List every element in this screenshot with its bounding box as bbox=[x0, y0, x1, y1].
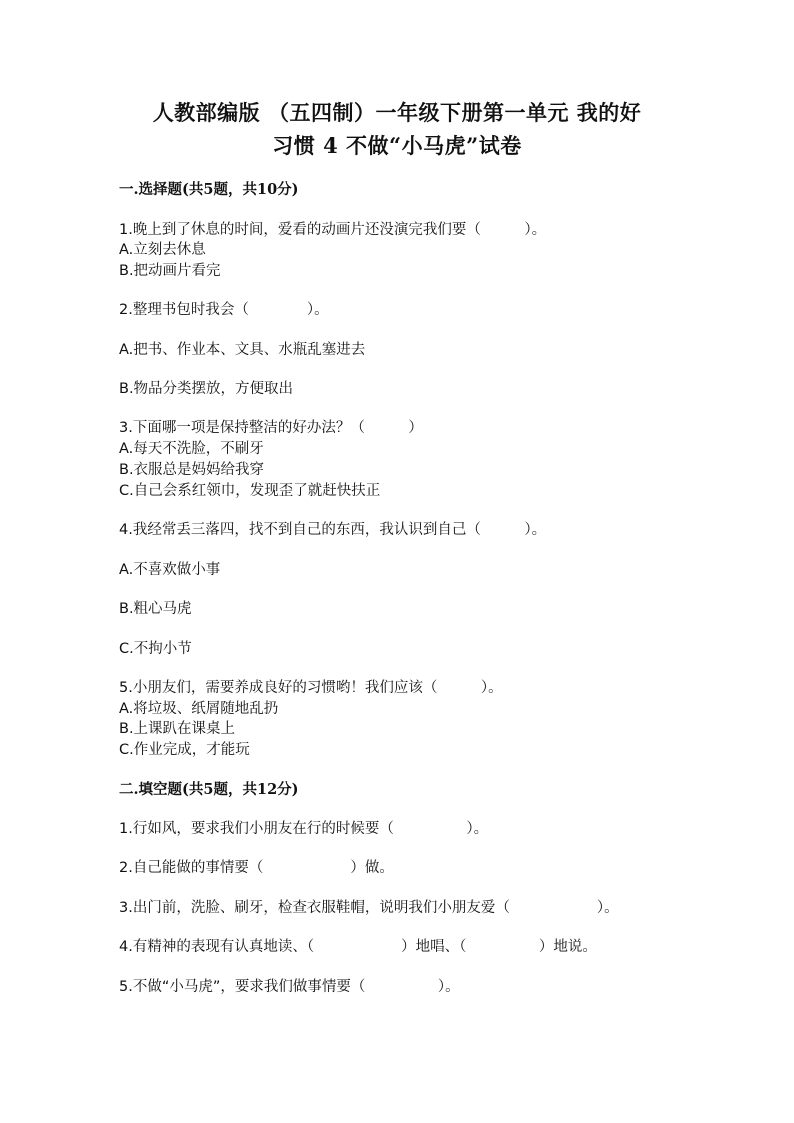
question-stem: 4.我经常丢三落四，找不到自己的东西，我认识到自己（ ）。 bbox=[119, 522, 547, 538]
section-heading: 一.选择题(共5题，共10分) bbox=[119, 181, 299, 198]
question-option: A.每天不洗脸，不刷牙 bbox=[119, 441, 264, 457]
question-stem: 4.有精神的表现有认真地读、（ ）地唱、（ ）地说。 bbox=[119, 939, 597, 955]
question-option: C.作业完成，才能玩 bbox=[119, 742, 250, 758]
question-stem: 5.不做“小马虎”，要求我们做事情要（ ）。 bbox=[119, 979, 460, 995]
question-stem: 1.行如风，要求我们小朋友在行的时候要（ ）。 bbox=[119, 821, 489, 837]
question-option: C.不拘小节 bbox=[119, 641, 192, 657]
question-stem: 2.整理书包时我会（ ）。 bbox=[119, 302, 329, 318]
question-option: A.将垃圾、纸屑随地乱扔 bbox=[119, 701, 279, 717]
question-option: B.物品分类摆放，方便取出 bbox=[119, 381, 294, 397]
title-line-1: 人教部编版 （五四制）一年级下册第一单元 我的好 bbox=[152, 100, 642, 125]
question-option: B.衣服总是妈妈给我穿 bbox=[119, 462, 265, 478]
question-option: A.把书、作业本、文具、水瓶乱塞进去 bbox=[119, 342, 366, 358]
question-stem: 2.自己能做的事情要（ ）做。 bbox=[119, 860, 394, 876]
question-stem: 5.小朋友们，需要养成良好的习惯哟！我们应该（ ）。 bbox=[119, 680, 503, 696]
question-option: A.立刻去休息 bbox=[119, 242, 206, 258]
question-option: B.粗心马虎 bbox=[119, 601, 192, 617]
question-stem: 1.晚上到了休息的时间，爱看的动画片还没演完我们要（ ）。 bbox=[119, 222, 547, 238]
question-option: A.不喜欢做小事 bbox=[119, 562, 221, 578]
question-option: B.把动画片看完 bbox=[119, 263, 221, 279]
question-option: B.上课趴在课桌上 bbox=[119, 721, 236, 737]
question-stem: 3.下面哪一项是保持整洁的好办法？（ ） bbox=[119, 420, 423, 436]
question-stem: 3.出门前，洗脸、刷牙，检查衣服鞋帽，说明我们小朋友爱（ ）。 bbox=[119, 900, 619, 916]
question-option: C.自己会系红领巾，发现歪了就赶快扶正 bbox=[119, 483, 381, 499]
section-heading: 二.填空题(共5题，共12分) bbox=[119, 781, 299, 798]
title-line-2: 习惯 4 不做“小马虎”试卷 bbox=[272, 133, 522, 158]
